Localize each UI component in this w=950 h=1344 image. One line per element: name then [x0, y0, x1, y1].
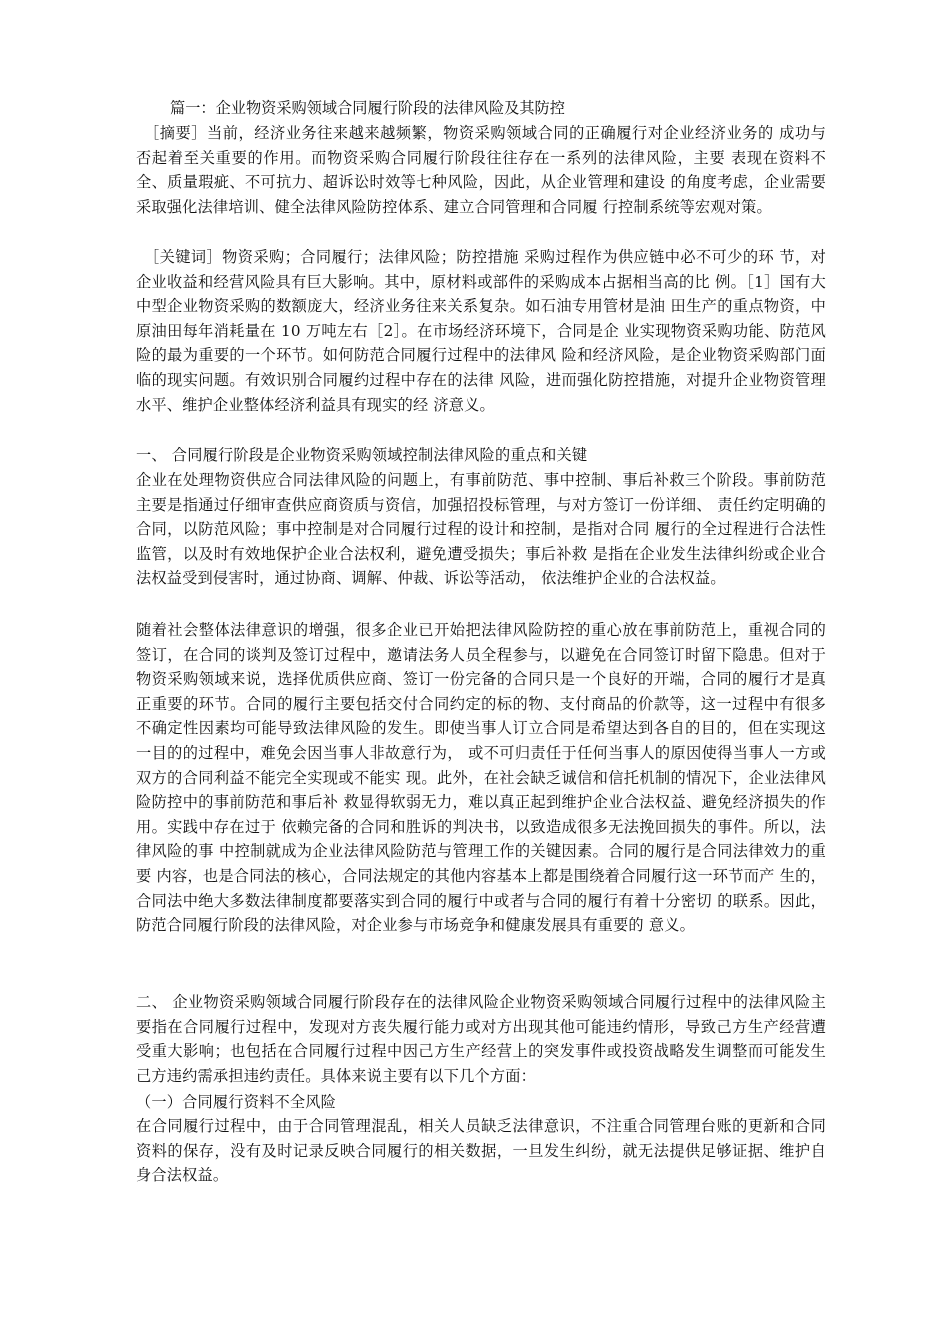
keywords-intro-paragraph: ［关键词］物资采购；合同履行；法律风险；防控措施 采购过程作为供应链中必不可少的环 节，对企业收益和经营风险具有巨大影响。其中，原材料或部件的采购成本占据相当高的比 例。［1］国有大中型企业物资采购的数额庞大，经济业务往来关系复杂。如石油专用管材是油 田生产的重点物资，中原油田每年消耗量在 10 万吨左右［2］。在市场经济环境下，合同是企 业实现物资采购功能、防范风险的最为重要的一个环节。如何防范合同履行过程中的法律风 险和经济风险，是企业物资采购部门面临的现实问题。有效识别合同履约过程中存在的法律 风险，进而强化防控措施，对提升企业物资管理水平、维护企业整体经济利益具有现实的经 济意义。	[136, 248, 826, 414]
section-1-paragraph-1: 企业在处理物资供应合同法律风险的问题上，有事前防范、事中控制、事后补救三个阶段。事前防范主要是指通过仔细审查供应商资质与资信，加强招投标管理，与对方签订一份详细、 责任约定明确的合同，以防范风险；事中控制是对合同履行过程的设计和控制，是指对合同 履行的全过程进行合法性监管，以及时有效地保护企业合法权利，避免遭受损失；事后补救 是指在企业发生法律纠纷或企业合法权益受到侵害时，通过协商、调解、仲裁、诉讼等活动， 依法维护企业的合法权益。	[136, 471, 826, 588]
section-2-paragraph: 二、 企业物资采购领域合同履行阶段存在的法律风险企业物资采购领域合同履行过程中的法律风险主要指在合同履行过程中，发现对方丧失履行能力或对方出现其他可能违约情形，导致己方生产经营遭受重大影响；也包括在合同履行过程中因己方生产经营上的突发事件或投资战略发生调整而可能发生己方违约需承担违约责任。具体来说主要有以下几个方面：	[136, 993, 826, 1085]
subsection-1-paragraph: 在合同履行过程中，由于合同管理混乱，相关人员缺乏法律意识，不注重合同管理台账的更新和合同资料的保存，没有及时记录反映合同履行的相关数据，一旦发生纠纷，就无法提供足够证据、维护自身合法权益。	[136, 1117, 826, 1185]
subsection-1-heading: （一）合同履行资料不全风险	[136, 1093, 337, 1111]
section-1-heading: 一、 合同履行阶段是企业物资采购领域控制法律风险的重点和关键	[136, 446, 588, 464]
document-title: 篇一：企业物资采购领域合同履行阶段的法律风险及其防控	[170, 99, 565, 117]
section-1-paragraph-2: 随着社会整体法律意识的增强，很多企业已开始把法律风险防控的重心放在事前防范上，重视合同的签订，在合同的谈判及签订过程中，邀请法务人员全程参与，以避免在合同签订时留下隐患。但对于物资采购领域来说，选择优质供应商、签订一份完备的合同只是一个良好的开端，合同的履行才是真正重要的环节。合同的履行主要包括交付合同约定的标的物、支付商品的价款等，这一过程中有很多不确定性因素均可能导致法律风险的发生。即使当事人订立合同是希望达到各自的目的，但在实现这一目的的过程中，难免会因当事人非故意行为， 或不可归责任于任何当事人的原因使得当事人一方或双方的合同利益不能完全实现或不能实 现。此外，在社会缺乏诚信和信托机制的情况下，企业法律风险防控中的事前防范和事后补 救显得软弱无力，难以真正起到维护企业合法权益、避免经济损失的作用。实践中存在过于 依赖完备的合同和胜诉的判决书，以致造成很多无法挽回损失的事件。所以，法律风险的事 中控制就成为企业法律风险防范与管理工作的关键因素。合同的履行是合同法律效力的重要 内容，也是合同法的核心，合同法规定的其他内容基本上都是围绕着合同履行这一环节而产 生的，合同法中绝大多数法律制度都要落实到合同的履行中或者与合同的履行有着十分密切 的联系。因此，防范合同履行阶段的法律风险，对企业参与市场竞争和健康发展具有重要的 意义。	[136, 621, 826, 935]
abstract-paragraph: ［摘要］当前，经济业务往来越来越频繁，物资采购领域合同的正确履行对企业经济业务的 成功与否起着至关重要的作用。而物资采购合同履行阶段往往存在一系列的法律风险，主要 表现在资料不全、质量瑕疵、不可抗力、超诉讼时效等七种风险，因此，从企业管理和建设 的角度考虑，企业需要采取强化法律培训、健全法律风险防控体系、建立合同管理和合同履 行控制系统等宏观对策。	[136, 124, 826, 216]
